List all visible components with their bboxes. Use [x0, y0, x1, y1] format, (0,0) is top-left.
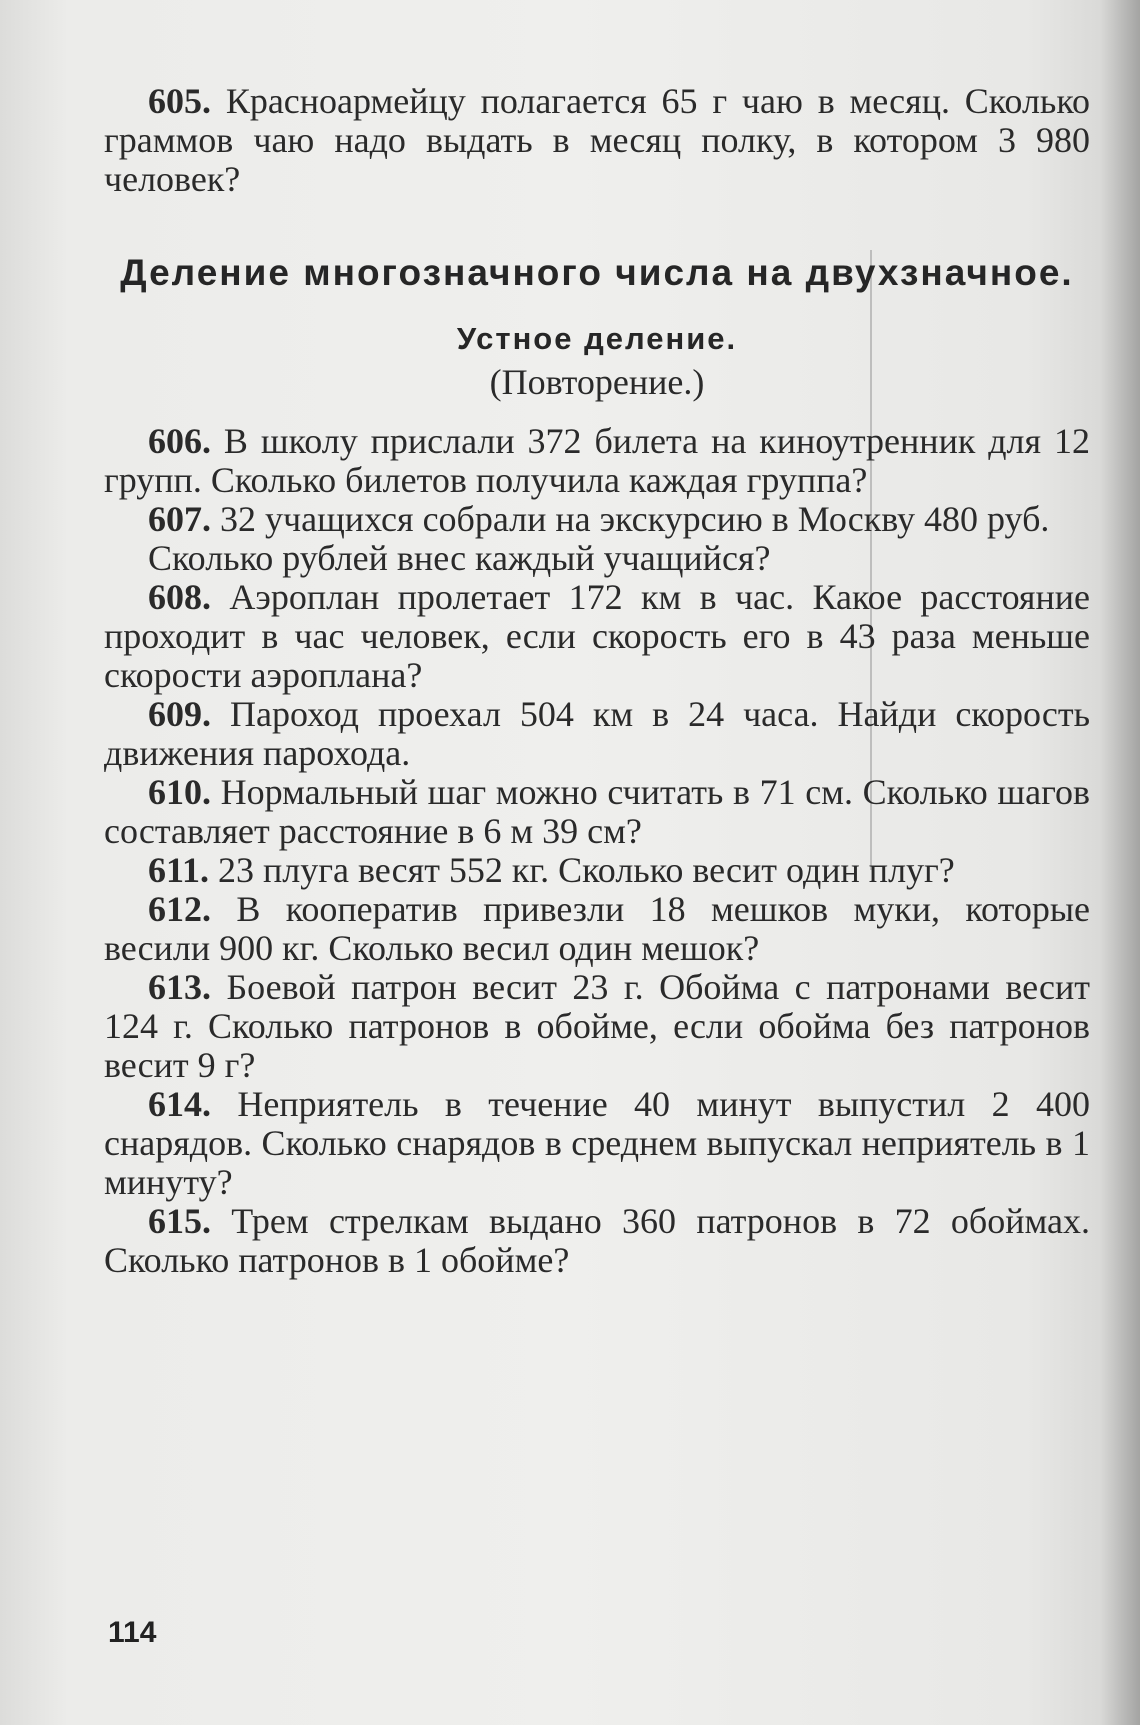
- problem-605: [104, 82, 1090, 199]
- problem-text: Боевой патрон весит 23 г. Обойма с патронами весит 124 г. Сколько патронов в обойме, если обойма без патронов весит 9 г?: [104, 967, 1091, 1085]
- problem-text: В кооператив привезли 18 мешков муки, которые весили 900 кг. Сколько весил один мешок?: [104, 889, 1091, 968]
- problem-609: [104, 695, 1090, 773]
- problem-text: 23 плуга весят 552 кг. Сколько весит один плуг?: [218, 850, 955, 890]
- problem-612: [104, 890, 1090, 968]
- problem-number: 610.: [148, 772, 211, 812]
- problem-text: Аэроплан пролетает 172 км в час. Какое расстояние проходит в час человек, если скорость его в 43 раза меньше скорости аэроплана?: [104, 577, 1090, 695]
- problem-number: 615.: [148, 1201, 211, 1241]
- problem-607: [104, 500, 1090, 539]
- problem-text: Неприятель в течение 40 минут выпустил 2 400 снарядов. Сколько снарядов в среднем выпускал неприятель в 1 минуту?: [104, 1084, 1090, 1202]
- page-number: 114: [108, 1616, 157, 1649]
- problem-610: [104, 773, 1090, 851]
- problem-text: В школу прислали 372 билета на киноутренник для 12 групп. Сколько билетов получила каждая группа?: [104, 421, 1091, 500]
- problem-number: 606.: [148, 421, 211, 461]
- subsection-heading: Устное деление.: [456, 321, 738, 356]
- page-text: [104, 82, 1090, 1280]
- problem-607-question: Сколько рублей внес каждый учащийся?: [148, 538, 771, 578]
- problem-text: Пароход проехал 504 км в 24 часа. Найди скорость движения парохода.: [104, 694, 1090, 773]
- problem-615: [104, 1202, 1090, 1280]
- problem-614: [104, 1085, 1090, 1202]
- problem-606: [104, 422, 1090, 500]
- problem-number: 613.: [148, 967, 211, 1007]
- section-heading: Деление многозначного числа на двухзначное.: [120, 252, 1074, 293]
- problem-number: 607.: [148, 499, 211, 539]
- problem-number: 608.: [148, 577, 211, 617]
- problem-611: [104, 851, 1090, 890]
- problem-number: 612.: [148, 889, 211, 929]
- problem-number: 614.: [148, 1084, 211, 1124]
- problem-number: 605.: [148, 81, 211, 121]
- page-edge-shadow: [1100, 0, 1140, 1725]
- problem-text: Красноармейцу полагается 65 г чаю в месяц. Сколько граммов чаю надо выдать в месяц полку, в котором 3 980 человек?: [104, 81, 1091, 199]
- problem-number: 609.: [148, 694, 211, 734]
- problem-text: Нормальный шаг можно считать в 71 см. Сколько шагов составляет расстояние в 6 м 39 см?: [104, 772, 1090, 851]
- repetition-note: (Повторение.): [489, 362, 705, 402]
- problem-number: 611.: [148, 850, 210, 890]
- problem-608: [104, 578, 1090, 695]
- problem-text: 32 учащихся собрали на экскурсию в Москву 480 руб.: [220, 499, 1050, 539]
- problem-613: [104, 968, 1090, 1085]
- problem-text: Трем стрелкам выдано 360 патронов в 72 обоймах. Сколько патронов в 1 обойме?: [104, 1201, 1091, 1280]
